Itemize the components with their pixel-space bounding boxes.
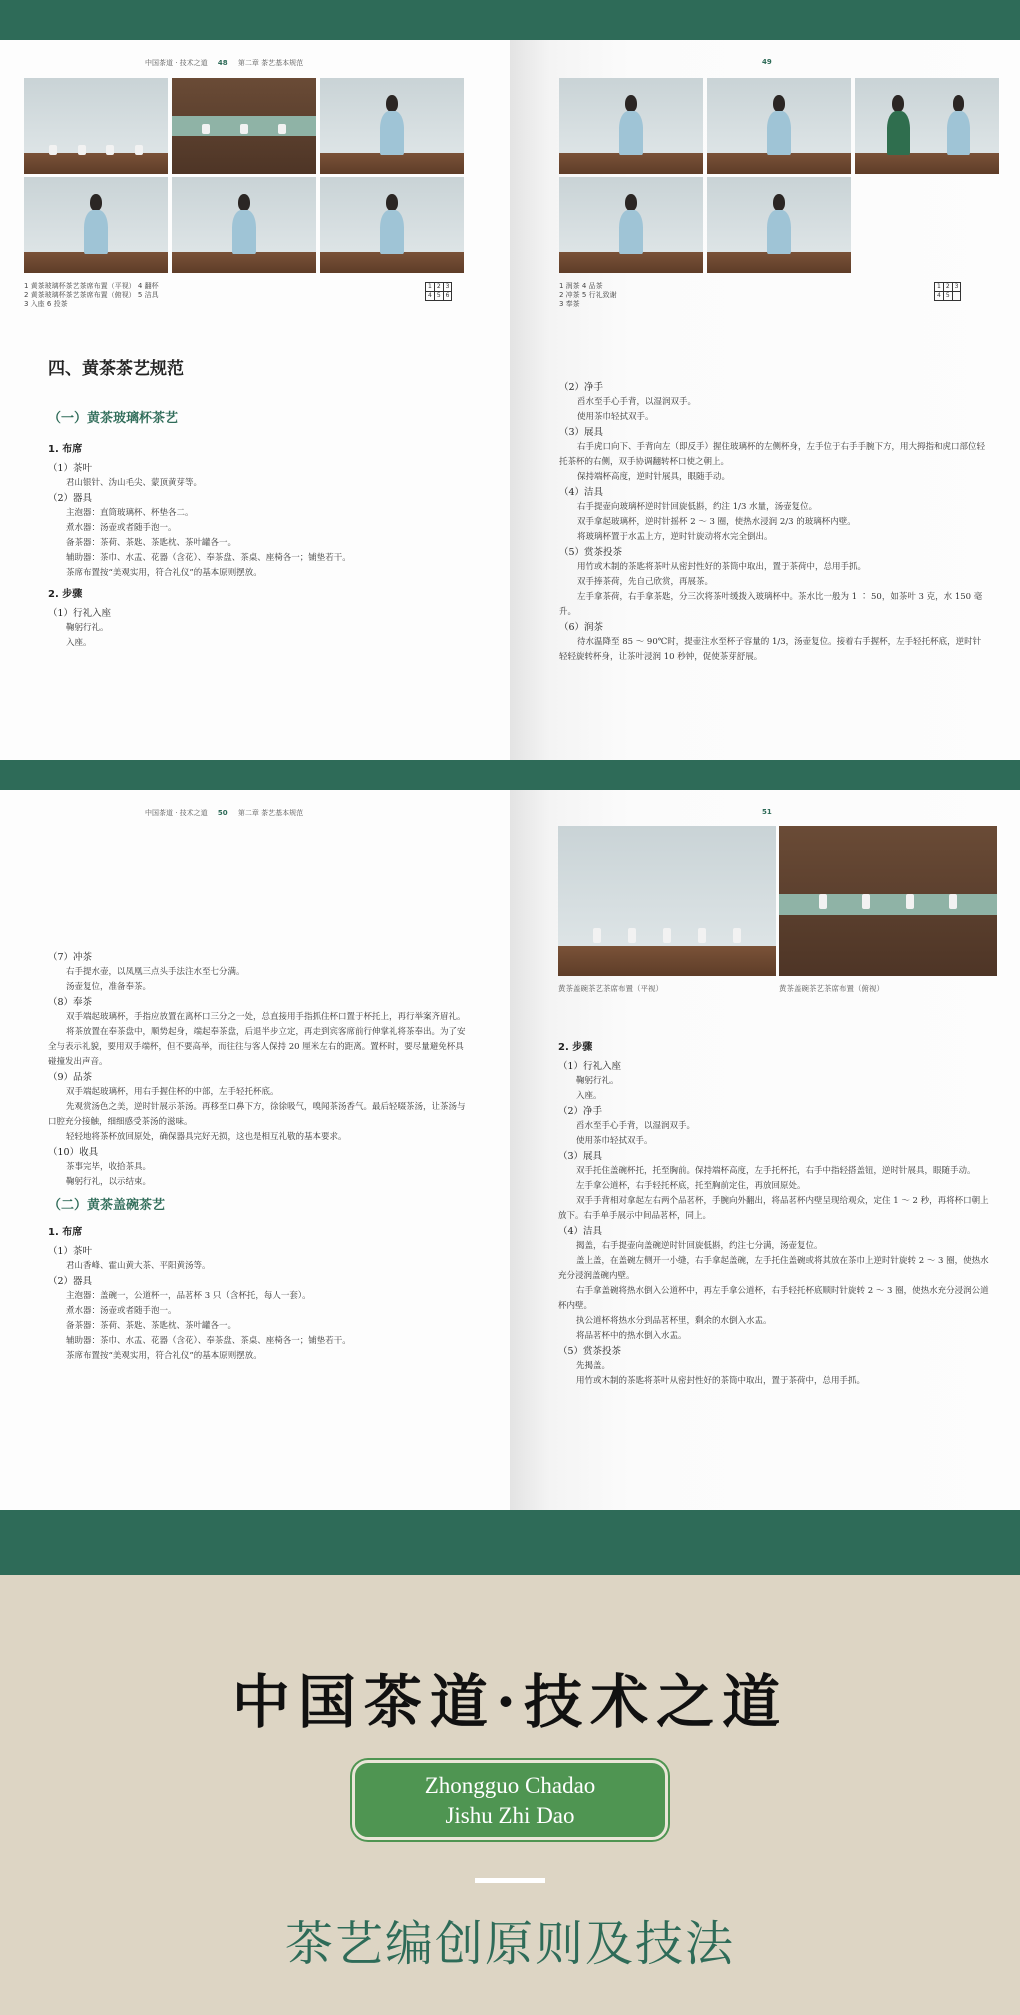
item-label: （10）收具 xyxy=(48,1147,99,1158)
grid-key-cell: 4 xyxy=(935,292,944,301)
item-text: 先观赏汤色之美，逆时针展示茶汤。再移至口鼻下方，徐徐吸气，嗅闻茶汤香气。最后轻啜茶汤，让茶汤与口腔充分接触，细细感受茶汤的滋味。 xyxy=(48,1102,466,1127)
photo-caption: 黄茶盖碗茶艺茶席布置（平视） xyxy=(558,984,663,993)
top-band xyxy=(0,0,1020,40)
photo-caption: 黄茶盖碗茶艺茶席布置（俯视） xyxy=(779,984,884,993)
body-text xyxy=(559,380,989,665)
item-text: 右手拿盖碗将热水倒入公道杯中，再左手拿公道杯，右手轻托杯底顺时针旋转 2 ～ 3 圈，使热水充分浸润公道杯内壁。 xyxy=(558,1286,989,1311)
item-text: 双手手背相对拿起左右两个品茗杯，手腕向外翻出，将品茗杯内壁呈现给观众，定住 1 ～ 2 秒，再将杯口朝上放下。右手单手展示中间品茗杯，同上。 xyxy=(558,1196,989,1221)
grid-key-cell: 5 xyxy=(943,292,952,301)
running-head xyxy=(145,808,303,818)
grid-key-cell: 6 xyxy=(443,292,452,301)
item-text: 辅助器：茶巾、水盂、花器（含花）、奉茶盘、茶桌、座椅各一；铺垫若干。 xyxy=(66,553,351,563)
caption-line: 3 奉茶 xyxy=(559,300,580,308)
photo-4 xyxy=(559,177,703,273)
photo-5 xyxy=(172,177,316,273)
item-text: 待水温降至 85 ～ 90℃时，提壶注水至杯子容量的 1/3，汤壶复位。接着右手握杯，左手轻托杯底，逆时针轻轻旋转杯身，让茶叶浸润 10 秒钟，促使茶芽舒展。 xyxy=(559,637,982,662)
photo-captions xyxy=(24,282,159,309)
photo-captions xyxy=(559,282,617,309)
item-label: （4）洁具 xyxy=(559,487,604,498)
subheading: 2. 步骤 xyxy=(48,589,83,600)
divider xyxy=(475,1878,545,1883)
running-head-title: 中国茶道 · 技术之道 xyxy=(145,809,208,817)
photo-grid-key xyxy=(934,282,961,301)
grid-key-cell: 4 xyxy=(426,292,435,301)
running-head-chapter: 第二章 茶艺基本规范 xyxy=(237,809,304,817)
photo-4 xyxy=(24,177,168,273)
photo-3 xyxy=(320,78,464,174)
item-text: 茶事完毕，收拾茶具。 xyxy=(66,1162,152,1172)
item-text: 左手拿茶荷，右手拿茶匙，分三次将茶叶缓拨入玻璃杯中。茶水比一般为 1 ∶ 50，如茶叶 3 克，水 150 毫升。 xyxy=(559,592,983,617)
item-label: （3）展具 xyxy=(559,427,604,438)
item-label: （5）赏茶投茶 xyxy=(558,1346,622,1357)
item-text: 保持端杯高度，逆时针展具，眼随手动。 xyxy=(577,472,731,482)
item-text: 将玻璃杯置于水盂上方，逆时针旋动将水完全倒出。 xyxy=(577,532,773,542)
item-text: 主泡器：直筒玻璃杯、杯垫各二。 xyxy=(66,508,194,518)
item-label: （8）奉茶 xyxy=(48,997,93,1008)
item-label: （7）冲茶 xyxy=(48,952,93,963)
photo-5 xyxy=(707,177,851,273)
body-text xyxy=(48,950,468,1364)
item-label: （1）行礼入座 xyxy=(48,608,112,619)
grid-key-cell: 1 xyxy=(426,283,435,292)
item-text: 鞠躬行礼。 xyxy=(66,623,109,633)
caption-line: 2 冲茶 5 行礼致谢 xyxy=(559,291,617,299)
pinyin-line-2: Jishu Zhi Dao xyxy=(445,1803,575,1828)
grid-key-cell: 2 xyxy=(434,283,443,292)
item-text: 君山银针、沩山毛尖、蒙顶黄芽等。 xyxy=(66,478,203,488)
grid-key-cell xyxy=(952,292,961,301)
grid-key-cell: 3 xyxy=(952,283,961,292)
grid-key-cell: 3 xyxy=(443,283,452,292)
item-label: （3）展具 xyxy=(558,1151,603,1162)
item-label: （2）净手 xyxy=(558,1106,603,1117)
photo-6 xyxy=(320,177,464,273)
book-spread-2 xyxy=(0,790,1020,1510)
pinyin-line-1: Zhongguo Chadao xyxy=(424,1773,596,1798)
item-text: 双手端起玻璃杯，用右手握住杯的中部，左手轻托杯底。 xyxy=(66,1087,279,1097)
photo-2 xyxy=(172,78,316,174)
grid-key-cell: 5 xyxy=(434,292,443,301)
item-text: 盖上盖，在盖碗左侧开一小缝，右手拿起盖碗，左手托住盖碗或将其放在茶巾上逆时针旋转 2 ～ 3 圈，使热水充分浸润盖碗内壁。 xyxy=(558,1256,989,1281)
pinyin-badge xyxy=(352,1760,668,1840)
middle-band xyxy=(0,760,1020,790)
page-number: 50 xyxy=(217,809,228,817)
page-number: 51 xyxy=(762,808,772,816)
item-label: （1）行礼入座 xyxy=(558,1061,622,1072)
item-text: 入座。 xyxy=(66,638,92,648)
grid-key-cell: 2 xyxy=(943,283,952,292)
item-text: 左手拿公道杯，右手轻托杯底，托至胸前定住，再放回原处。 xyxy=(576,1181,806,1191)
item-text: 使用茶巾轻拭双手。 xyxy=(577,412,654,422)
item-text: 用竹或木制的茶匙将茶叶从密封性好的茶筒中取出，置于茶荷中，总用手抓。 xyxy=(576,1376,866,1386)
calligraphy-title: 中国茶道·技术之道 xyxy=(231,1668,789,1736)
page-number: 49 xyxy=(762,58,772,66)
item-label: （5）赏茶投茶 xyxy=(559,547,623,558)
item-text: 轻轻地将茶杯放回原处，确保器具完好无损，这也是相互礼敬的基本要求。 xyxy=(66,1132,347,1142)
page-51 xyxy=(510,790,1020,1510)
caption-line: 2 黄茶玻璃杯茶艺茶席布置（俯视） 5 洁具 xyxy=(24,291,159,299)
item-label: （2）器具 xyxy=(48,1276,93,1287)
item-text: 备茶器：茶荷、茶匙、茶匙枕、茶叶罐各一。 xyxy=(66,538,237,548)
grid-key-cell: 1 xyxy=(935,283,944,292)
item-text: 舀水至手心手背，以湿润双手。 xyxy=(577,397,697,407)
page-50 xyxy=(0,790,510,1510)
item-text: 将茶放置在奉茶盘中，顺势起身，端起奉茶盘，后退半步立定，再走到宾客席前行伸掌礼将茶奉出。为了安全与表示礼貌，要用双手端杯，但不要高举，而往往与客人保持 20 厘米左右的距离。置杯时，要尽量避免杯具碰撞发出声音。 xyxy=(48,1027,466,1067)
running-head-chapter: 第二章 茶艺基本规范 xyxy=(237,59,304,67)
item-text: 右手提水壶，以凤凰三点头手法注水至七分满。 xyxy=(66,967,245,977)
item-text: 鞠躬行礼。 xyxy=(576,1076,619,1086)
item-text: 主泡器：盖碗一，公道杯一，品茗杯 3 只（含杯托，每人一套）。 xyxy=(66,1291,311,1301)
item-label: （2）净手 xyxy=(559,382,604,393)
body-text xyxy=(48,359,468,651)
running-head xyxy=(145,58,303,68)
caption-line: 3 入座 6 投茶 xyxy=(24,300,68,308)
item-text: 执公道杯将热水分到品茗杯里，剩余的水倒入水盂。 xyxy=(576,1316,772,1326)
item-text: 汤壶复位，准备奉茶。 xyxy=(66,982,152,992)
item-text: 双手拿起玻璃杯，逆时针摇杯 2 ～ 3 圈，使热水浸润 2/3 的玻璃杯内壁。 xyxy=(577,517,856,527)
item-text: 茶席布置按“美观实用，符合礼仪”的基本原则摆放。 xyxy=(66,568,262,578)
item-text: 茶席布置按“美观实用，符合礼仪”的基本原则摆放。 xyxy=(66,1351,262,1361)
subheading: 1. 布席 xyxy=(48,444,83,455)
item-label: （4）洁具 xyxy=(558,1226,603,1237)
photo-grid-key xyxy=(425,282,452,301)
item-text: 入座。 xyxy=(576,1091,602,1101)
item-text: 右手虎口向下、手背向左（即反手）握住玻璃杯的左侧杯身，左手位于右手手腕下方，用大拇指和虎口部位轻托茶杯的右侧，双手协调翻转杯口使之朝上。 xyxy=(559,442,986,467)
subheading: 2. 步骤 xyxy=(558,1042,593,1053)
lower-band xyxy=(0,1510,1020,1575)
item-text: 煮水器：汤壶或者随手泡一。 xyxy=(66,1306,177,1316)
item-label: （2）器具 xyxy=(48,493,93,504)
item-text: 舀水至手心手背，以湿润双手。 xyxy=(576,1121,696,1131)
item-text: 用竹或木制的茶匙将茶叶从密封性好的茶筒中取出，置于茶荷中，总用手抓。 xyxy=(577,562,867,572)
item-text: 将品茗杯中的热水倒入水盂。 xyxy=(576,1331,687,1341)
section-title: （一）黄茶玻璃杯茶艺 xyxy=(48,411,179,426)
tea-setting-top-photo xyxy=(779,826,997,976)
item-text: 右手提壶向玻璃杯逆时针回旋低斟，约注 1/3 水量，汤壶复位。 xyxy=(577,502,818,512)
item-text: 备茶器：茶荷、茶匙、茶匙枕、茶叶罐各一。 xyxy=(66,1321,237,1331)
caption-line: 1 润茶 4 品茶 xyxy=(559,282,603,290)
subtitle: 茶艺编创原则及技法 xyxy=(284,1916,735,1972)
item-label: （1）茶叶 xyxy=(48,1246,93,1257)
photo-3 xyxy=(855,78,999,174)
book-spread-1 xyxy=(0,40,1020,760)
page-49 xyxy=(510,40,1020,760)
item-text: 使用茶巾轻拭双手。 xyxy=(576,1136,653,1146)
subheading: 1. 布席 xyxy=(48,1227,83,1238)
item-text: 揭盖，右手提壶向盖碗逆时针回旋低斟，约注七分满，汤壶复位。 xyxy=(576,1241,823,1251)
item-text: 双手托住盖碗杯托，托至胸前。保持端杯高度，左手托杯托，右手中指轻搭盖钮，逆时针展具，眼随手动。 xyxy=(576,1166,976,1176)
item-text: 双手端起玻璃杯，手指应放置在离杯口三分之一处，总直接用手指抓住杯口置于杯托上，再行举案齐眉礼。 xyxy=(66,1012,466,1022)
page-48 xyxy=(0,40,510,760)
body-text xyxy=(558,1040,990,1389)
item-text: 君山香峰、霍山黄大茶、平阳黄汤等。 xyxy=(66,1261,211,1271)
caption-line: 1 黄茶玻璃杯茶艺茶席布置（平视） 4 翻杯 xyxy=(24,282,159,290)
photo-1 xyxy=(24,78,168,174)
title-banner xyxy=(0,1575,1020,2015)
item-text: 辅助器：茶巾、水盂、花器（含花）、奉茶盘、茶桌、座椅各一；铺垫若干。 xyxy=(66,1336,351,1346)
item-text: 煮水器：汤壶或者随手泡一。 xyxy=(66,523,177,533)
section-title: （二）黄茶盖碗茶艺 xyxy=(48,1198,166,1213)
item-text: 鞠躬行礼，以示结束。 xyxy=(66,1177,152,1187)
photo-1 xyxy=(559,78,703,174)
photo-2 xyxy=(707,78,851,174)
running-head-title: 中国茶道 · 技术之道 xyxy=(145,59,208,67)
tea-setting-level-photo xyxy=(558,826,776,976)
item-text: 双手捧茶荷，先自己欣赏，再展茶。 xyxy=(577,577,714,587)
item-text: 先揭盖。 xyxy=(576,1361,611,1371)
chapter-title: 四、黄茶茶艺规范 xyxy=(48,359,184,379)
item-label: （6）润茶 xyxy=(559,622,604,633)
item-label: （9）品茶 xyxy=(48,1072,93,1083)
page-number: 48 xyxy=(217,59,228,67)
item-label: （1）茶叶 xyxy=(48,463,93,474)
